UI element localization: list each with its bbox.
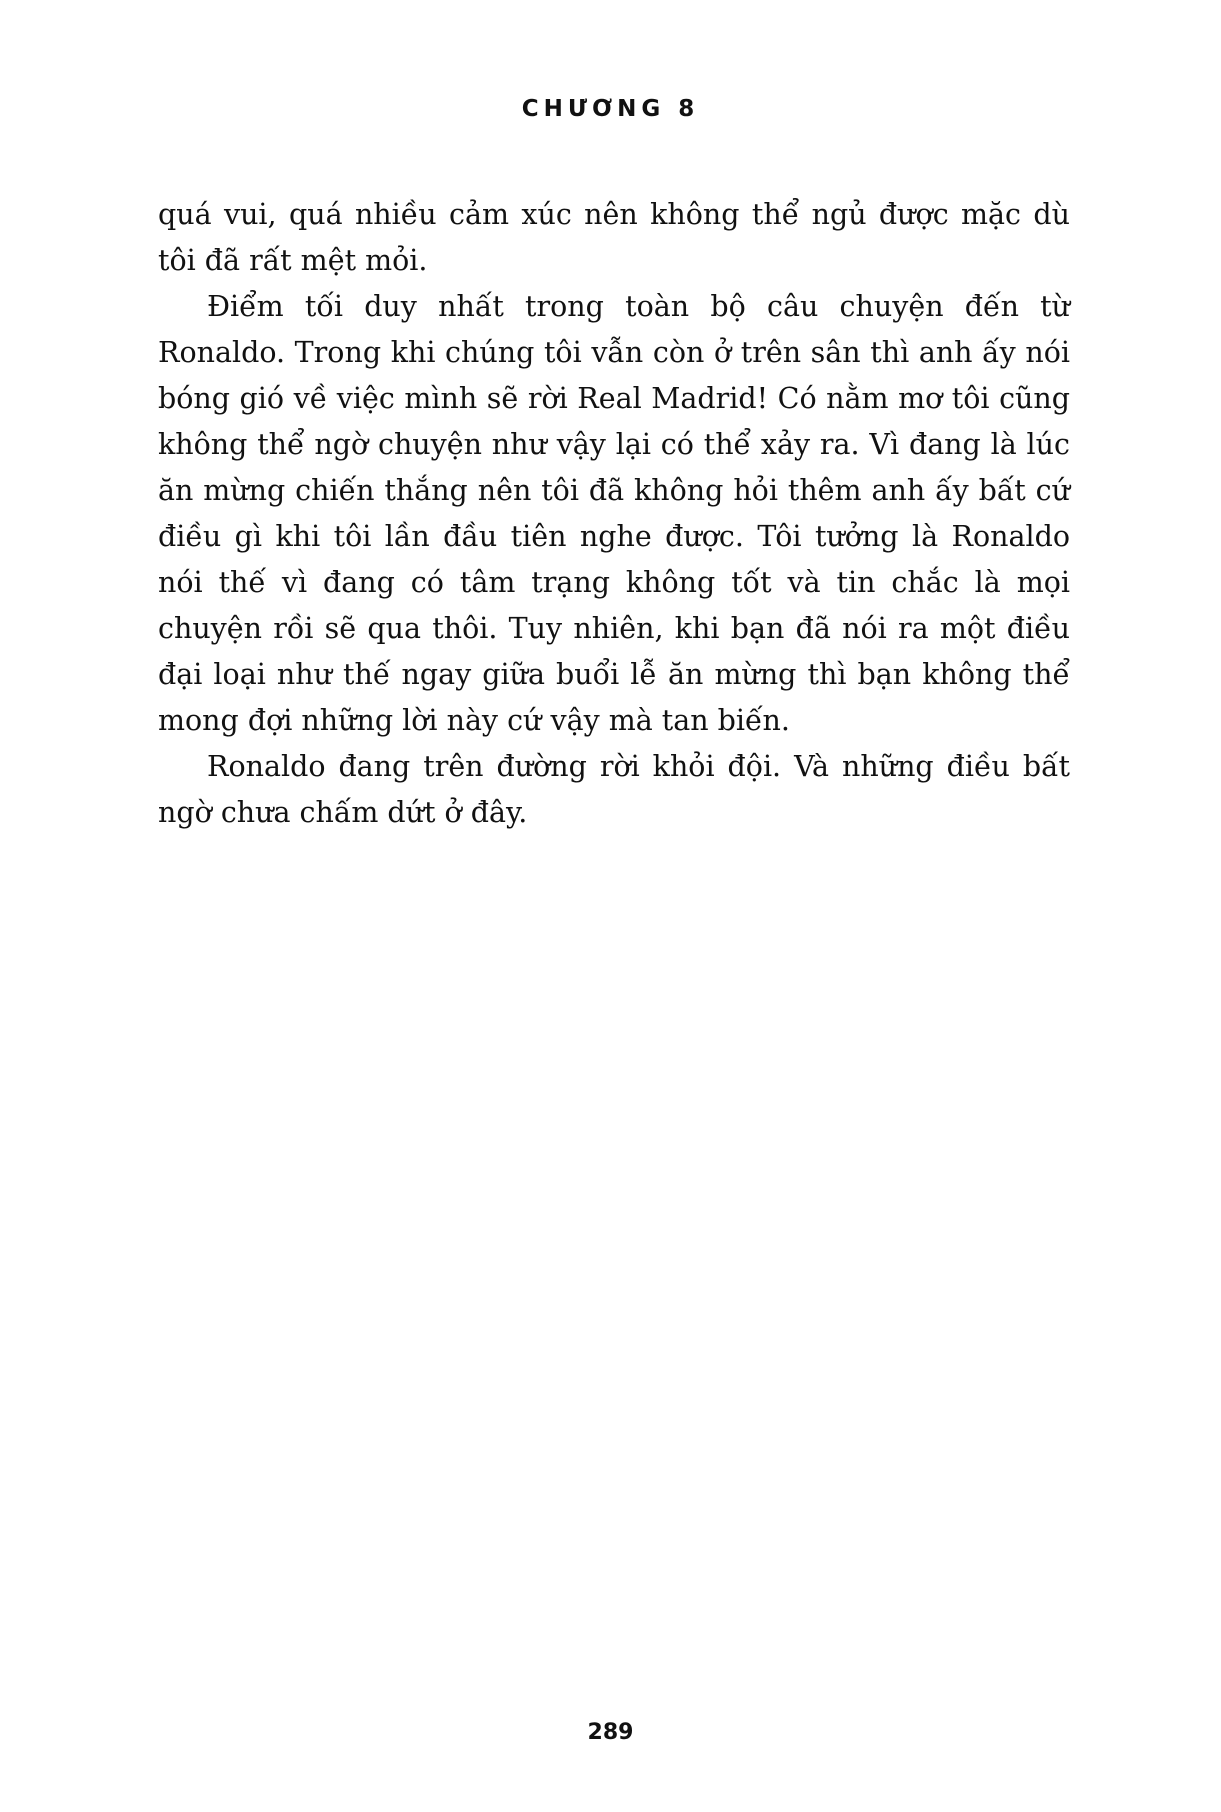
paragraph-continued: quá vui, quá nhiều cảm xúc nên không thể ngủ được mặc dù tôi đã rất mệt mỏi. — [158, 198, 1070, 277]
body-text — [158, 192, 1070, 836]
chapter-running-head: CHƯƠNG 8 — [521, 96, 700, 122]
paragraph: Ronaldo đang trên đường rời khỏi đội. Và những điều bất ngờ chưa chấm dứt ở đây. — [158, 750, 1070, 829]
paragraph: Điểm tối duy nhất trong toàn bộ câu chuyện đến từ Ronaldo. Trong khi chúng tôi vẫn còn ở trên sân thì anh ấy nói bóng gió về việc mình sẽ rời Real Madrid! Có nằm mơ tôi cũng không thể ngờ chuyện như vậy lại có thể xảy ra. Vì đang là lúc ăn mừng chiến thắng nên tôi đã không hỏi thêm anh ấy bất cứ điều gì khi tôi lần đầu tiên nghe được. Tôi tưởng là Ronaldo nói thế vì đang có tâm trạng không tốt và tin chắc là mọi chuyện rồi sẽ qua thôi. Tuy nhiên, khi bạn đã nói ra một điều đại loại như thế ngay giữa buổi lễ ăn mừng thì bạn không thể mong đợi những lời này cứ vậy mà tan biến. — [158, 290, 1070, 737]
page-number: 289 — [587, 1720, 634, 1745]
